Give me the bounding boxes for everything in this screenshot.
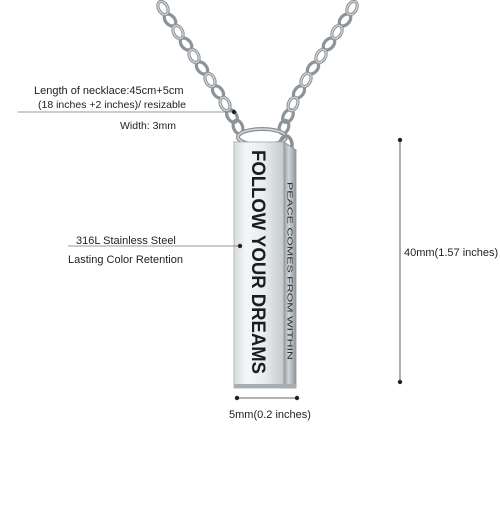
chain-width-label: Width: 3mm (120, 120, 177, 132)
necklace-length-label: Length of necklace:45cm+5cm (34, 85, 184, 97)
material-label: 316L Stainless Steel (76, 235, 176, 247)
chain-right (278, 0, 360, 135)
height-label: 40mm(1.57 inches) (404, 247, 499, 259)
depth-label: 5mm(0.2 inches) (229, 409, 311, 421)
necklace-length-inches-label: (18 inches +2 inches)/ resizable (38, 99, 186, 111)
depth-dimension (235, 396, 299, 400)
height-dimension (398, 138, 402, 384)
chain-right-highlight (286, 0, 359, 112)
side-engraving: PEACE COMES FROM WITHIN (285, 182, 295, 286)
color-retention-label: Lasting Color Retention (68, 254, 183, 266)
front-engraving: FOLLOW YOUR DREAMS (247, 150, 269, 386)
chain-left (156, 0, 245, 135)
